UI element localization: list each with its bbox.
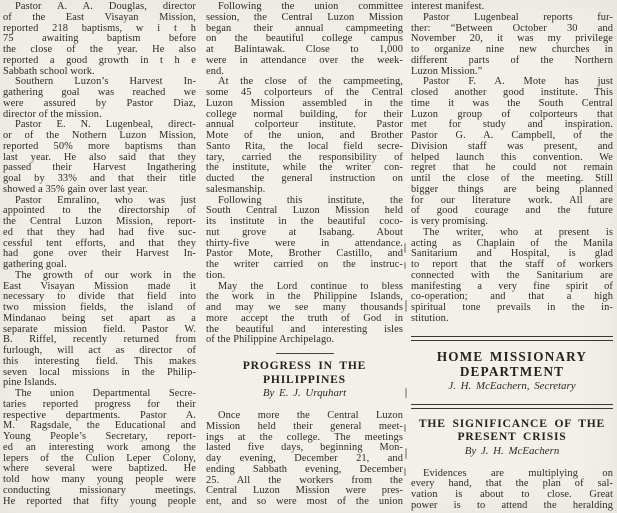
text-line: co-operation; and that a high: [411, 291, 613, 303]
text-line: May the Lord continue to bless: [218, 280, 403, 292]
paragraph: [3, 120, 196, 195]
text-line: B. Riffel, recently returned from: [3, 334, 196, 346]
text-line: ed that they had had five suc-: [3, 226, 196, 238]
text-line: session, the Central Luzon Mission: [206, 11, 403, 23]
text-line: conducting missionary meetings.: [3, 484, 196, 496]
text-line: for our literature work. All are: [411, 194, 613, 206]
text-line: reported 218 baptisms, w i t h: [3, 22, 196, 34]
text-line: the work in the Philippine Islands,: [206, 291, 403, 303]
text-line: cessful tent efforts, and that they: [3, 237, 196, 249]
heading-line: DEPARTMENT: [459, 363, 565, 379]
text-line: The union Departmental Secre-: [15, 388, 196, 399]
text-line: ent, and so were most of the union: [206, 496, 403, 507]
text-line: helped launch this convention. We: [411, 151, 613, 163]
text-line: or of the Nothern Luzon Mission,: [3, 130, 196, 141]
text-line: were in attendance over the week-: [206, 54, 403, 66]
section-divider: [411, 336, 613, 341]
text-line: tary, carried the responsibility of: [206, 151, 403, 163]
heading-line: PHILIPPINES: [263, 372, 346, 386]
paragraph: [206, 77, 403, 195]
paragraph: [206, 196, 403, 282]
text-line: and may we see many thousands: [206, 302, 403, 313]
text-line: at Balintawak. Close to 1,000: [206, 44, 403, 55]
text-line: ending Sabbath evening, December: [206, 463, 403, 475]
text-line: ducted the general instruction on: [206, 173, 403, 184]
text-line: every hand, that the plan of sal-: [411, 478, 613, 490]
text-line: Luzon Mission assembled in the: [206, 97, 403, 109]
text-line: Pastor F. A. Mote has just: [423, 76, 613, 88]
scan-artifact: [405, 448, 407, 459]
text-column-right: [411, 2, 613, 512]
text-line: told how many young people were: [3, 474, 196, 485]
text-line: Central Luzon Mission were pres-: [206, 485, 403, 497]
text-line: college normal building, for their: [206, 108, 403, 120]
text-line: tion.: [206, 269, 226, 281]
text-line: vation is about to close. Great: [411, 489, 613, 500]
text-line: Pastor G. A. Campbell, of the: [411, 130, 613, 141]
text-line: where several were baptized. He: [3, 463, 196, 475]
text-line: is very promising.: [411, 216, 489, 227]
text-line: Pastor Lugenbeal reports fur-: [423, 11, 613, 23]
heading-line: PRESENT CRISIS: [457, 430, 567, 443]
text-line: the institute, while the writer con-: [206, 162, 403, 174]
text-line: Luzon group of colporteurs that: [411, 108, 613, 120]
text-line: to report that the staff of workers: [411, 259, 613, 270]
text-line: ed an interesting work among the: [3, 441, 196, 453]
text-line: appointed to the directorship of: [3, 205, 196, 217]
text-line: lasted five days, beginning Mon-: [206, 442, 403, 454]
text-line: ther: “Between October 30 and: [411, 22, 613, 34]
text-line: this interesting field. This makes: [3, 355, 196, 367]
article-heading: [411, 417, 613, 444]
text-line: until the close of the meeting. Still: [411, 173, 613, 184]
scan-artifact: [404, 424, 406, 432]
text-line: The writer, who at present is: [423, 226, 613, 238]
article-heading: [206, 359, 403, 386]
paragraph: [411, 77, 613, 228]
text-line: separate mission field. Pastor W.: [3, 323, 196, 335]
paragraph: [3, 2, 196, 77]
text-line: Following this institute, the: [218, 194, 403, 206]
scan-artifact: [405, 388, 407, 398]
text-line: showed a 35% gain over last year.: [3, 183, 148, 195]
text-line: thirty-five were in attendance.: [206, 237, 403, 249]
text-line: the beautiful and interesting isles: [206, 323, 403, 335]
text-line: two mission fields, the island of: [3, 302, 196, 313]
article-byline: By E. J. Urquhart: [262, 387, 347, 399]
text-line: annual colporteur institute. Pastor: [206, 119, 403, 131]
text-line: November 20, it was my privilege: [411, 33, 613, 45]
text-line: The growth of our work in the: [15, 269, 196, 281]
text-line: lepers of the Culion Leper Colony,: [3, 452, 196, 464]
text-column-middle: [206, 2, 403, 508]
text-line: He reported that fifty young people: [3, 495, 196, 507]
text-line: on the beautiful college campus: [206, 33, 403, 45]
text-line: of the Philippine Archipelago.: [206, 334, 335, 346]
text-line: different parts of the Northern: [411, 54, 613, 66]
text-line: the close of the year. He also: [3, 44, 196, 55]
article-byline: J. H. McEachern, Secretary: [448, 379, 576, 392]
text-line: necessary to divide that field into: [3, 291, 196, 303]
text-line: gathering goal was reached we: [3, 87, 196, 98]
paragraph: [206, 2, 403, 77]
text-line: acting as Chaplain of the Manila: [411, 237, 613, 249]
text-line: At the close of the campmeeting,: [218, 76, 403, 88]
heading-line: THE SIGNIFICANCE OF THE: [418, 416, 606, 430]
text-line: began their annual campmeeting: [206, 22, 403, 34]
scan-artifact: [404, 262, 406, 269]
text-line: reported a good growth in t h e: [3, 54, 196, 66]
text-line: Southern Luzon’s Harvest In-: [15, 76, 196, 88]
text-line: Santo Rita, the local field secre-: [206, 140, 403, 152]
text-line: its institute in the beautiful coco-: [206, 216, 403, 227]
text-line: director of the mission.: [3, 108, 102, 120]
text-line: ings at the college. The meetings: [206, 431, 403, 443]
text-line: had gone over their Harvest In-: [3, 248, 196, 260]
text-line: taries reported progress for their: [3, 398, 196, 410]
text-line: Once more the Central Luzon: [218, 410, 403, 421]
text-line: to organize nine new churches in: [411, 44, 613, 55]
text-line: bigger things are being planned: [411, 183, 613, 195]
text-line: Mote of the union, and Brother: [206, 130, 403, 141]
text-line: respective departments. Pastor A.: [3, 409, 196, 421]
text-line: 75 awaiting baptism before: [3, 33, 196, 45]
paragraph: [411, 469, 613, 512]
text-line: Division staff was present, and: [411, 140, 613, 152]
scan-artifact: [404, 468, 406, 476]
section-divider: [411, 404, 613, 409]
text-line: stitution.: [411, 312, 449, 324]
text-line: reported 50% more baptisms than: [3, 140, 196, 152]
text-line: interest manifest.: [411, 1, 485, 12]
text-line: M. Ragsdale, the Educational and: [3, 420, 196, 432]
text-line: were assured by Pastor Diaz,: [3, 97, 196, 109]
paragraph: [3, 389, 196, 507]
text-line: nut grove at Isabang. About: [206, 226, 403, 238]
text-line: Mission held their general meet-: [206, 420, 403, 432]
heading-line: PROGRESS IN THE: [242, 359, 367, 372]
text-line: day evening, December 21, and: [206, 453, 403, 464]
paragraph: [3, 77, 196, 120]
text-line: met for study and inspiration.: [411, 119, 613, 131]
text-line: furlough, will act as director of: [3, 345, 196, 356]
text-line: end.: [206, 65, 225, 77]
text-line: regret that he could not remain: [411, 162, 613, 174]
text-line: Young People’s Secretary, report-: [3, 431, 196, 442]
text-line: spiritual tone prevails in the in-: [411, 302, 613, 313]
text-line: of the East Visayan Mission,: [3, 11, 196, 23]
text-line: connected with the Sanitarium are: [411, 269, 613, 281]
paragraph: [3, 196, 196, 271]
text-line: Luzon Mission.”: [411, 65, 483, 77]
text-line: Pastor A. A. Douglas, director: [15, 1, 196, 12]
text-line: passed their Harvest Ingathering: [3, 162, 196, 174]
scan-artifact: [405, 300, 407, 312]
paragraph: [206, 282, 403, 347]
text-line: South Central Luzon Mission held: [206, 205, 403, 217]
text-line: gathering goal.: [3, 259, 67, 270]
text-line: closed another good institute. This: [411, 87, 613, 98]
text-line: salesmanship.: [206, 183, 266, 195]
text-line: manifesting a very fine spirit of: [411, 280, 613, 292]
text-line: more accept the truth of God in: [206, 312, 403, 324]
text-line: Pastor Mote, Brother Castillo, and: [206, 248, 403, 260]
text-line: Sanitarium and Hospital, is glad: [411, 248, 613, 260]
paragraph: [3, 271, 196, 389]
heading-line: HOME MISSIONARY: [436, 348, 588, 364]
text-line: the Central Luzon Mission, report-: [3, 216, 196, 227]
paragraph: [411, 228, 613, 325]
text-line: the writer carried on the instruc-: [206, 259, 403, 270]
text-line: some 45 colporteurs of the Central: [206, 87, 403, 98]
text-column-left: [3, 2, 196, 507]
scan-artifact: [404, 243, 406, 253]
text-line: Pastor Emralino, who was just: [15, 194, 196, 206]
text-line: time it was the South Central: [411, 97, 613, 109]
section-divider: [276, 353, 334, 354]
text-line: seven local missions in the Philip-: [3, 366, 196, 378]
paragraph: [411, 13, 613, 78]
text-line: last year. He also said that they: [3, 151, 196, 163]
article-byline: By J. H. McEachern: [464, 444, 560, 457]
text-line: Sabbath school work.: [3, 65, 95, 77]
text-line: Mindanao being set apart as a: [3, 312, 196, 324]
text-line: Following the union committee: [218, 1, 403, 12]
text-line: 25. All the workers from the: [206, 474, 403, 486]
text-line: pine Islands.: [3, 377, 57, 389]
text-line: of good courage and the future: [411, 205, 613, 217]
text-line: goal by 33% and that their title: [3, 173, 196, 184]
article-heading: [411, 349, 613, 379]
text-line: Evidences are multiplying on: [423, 467, 613, 479]
text-line: power is to attend the heralding: [411, 499, 613, 511]
text-line: East Visayan Mission made it: [3, 280, 196, 292]
paragraph: [206, 411, 403, 508]
text-line: Pastor E. N. Lugenbeal, direct-: [15, 119, 196, 131]
